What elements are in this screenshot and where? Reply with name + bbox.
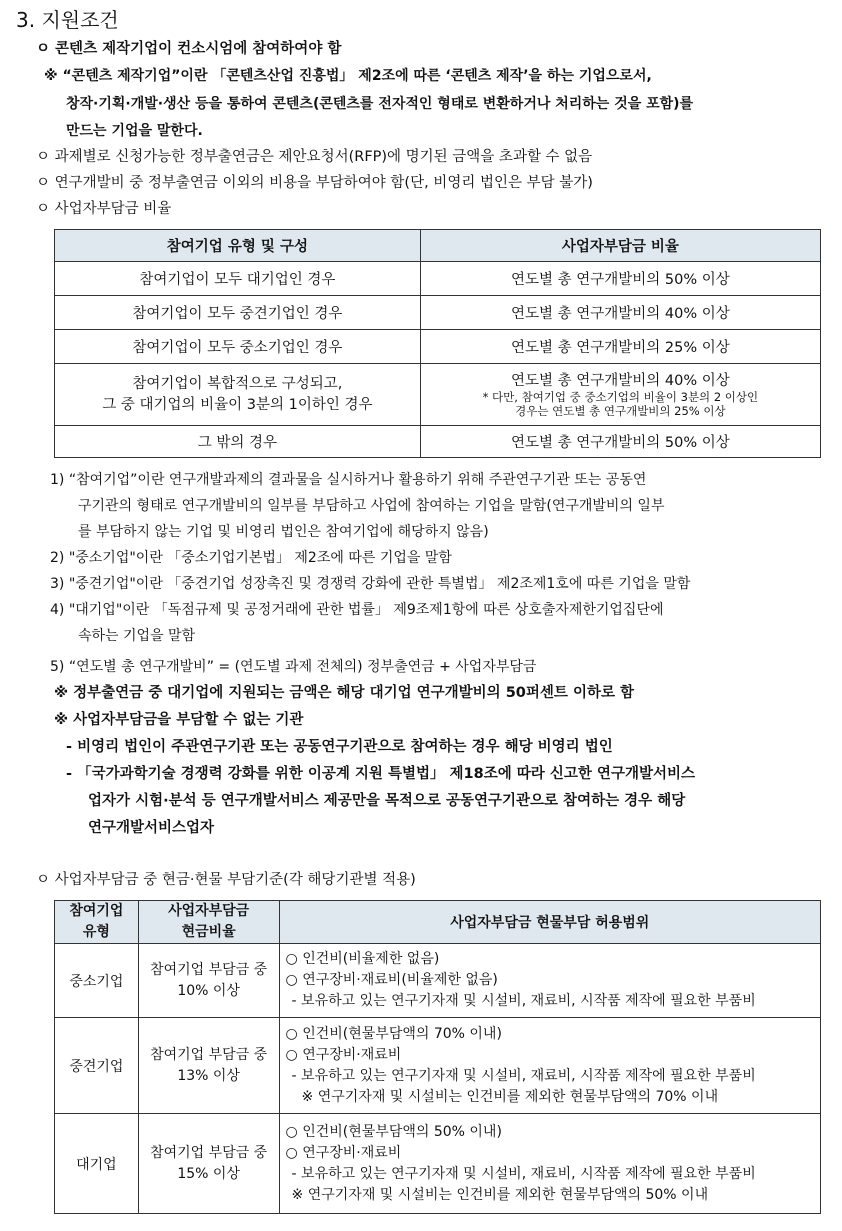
cell-inkind-range [279,1018,820,1114]
table-row [55,944,821,1018]
cell-cash-ratio [138,1018,279,1114]
note-content-company-3: 만드는 기업을 말한다. [66,123,203,139]
cell-footnote: 경우는 연도별 총 연구개발비의 25% 이상 [515,403,726,418]
table-row [55,1114,821,1214]
header-text: 유형 [82,924,110,940]
cell-text: 참여기업 부담금 중 [150,1046,268,1063]
bold-note-large-company: ※ 정부출연금 중 대기업에 지원되는 금액은 해당 대기업 연구개발비의 50퍼센트 이하로 함 [54,685,635,701]
header-text: 사업자부담금 [168,903,250,919]
header-share-ratio: 사업자부담금 비율 [420,230,820,262]
cash-inkind-table [54,900,821,1214]
cell-type: 참여기업이 모두 중소기업인 경우 [55,330,421,364]
share-ratio-table [54,229,821,458]
cell-cash-ratio [138,944,279,1018]
cell-text: ○ 인건비(현물부담액의 50% 이내) [285,1123,502,1140]
cell-cash-ratio [138,1114,279,1214]
cell-text: 그 중 대기업의 비율이 3분의 1이하인 경우 [102,396,373,413]
header-type [55,901,139,944]
cell-type: 중소기업 [55,944,139,1018]
table-row [55,330,821,364]
condition-cost-share: ㅇ 연구개발비 중 정부출연금 이외의 비용을 부담하여야 함(단, 비영리 법인은 부담 불가) [36,175,593,191]
table-row [55,296,821,330]
cell-ratio: 연도별 총 연구개발비의 50% 이상 [420,426,820,458]
cell-type: 중견기업 [55,1018,139,1114]
bold-note-service-2: 업자가 시험·분석 등 연구개발서비스 제공만을 목적으로 공동연구기관으로 참여하는 경우 해당 [88,793,686,809]
cell-ratio [420,364,820,426]
cell-text: ○ 연구장비·재료비 [285,1144,402,1161]
header-company-type: 참여기업 유형 및 구성 [55,230,421,262]
cell-text: 참여기업 부담금 중 [150,1144,268,1161]
table-row [55,426,821,458]
note-1-line-3: 를 부담하지 않는 기업 및 비영리 법인은 참여기업에 해당하지 않음) [78,524,489,540]
cell-text: ○ 연구장비·재료비 [285,1046,402,1063]
note-content-company-1: ※ “콘텐츠 제작기업”이란 「콘텐츠산업 진흥법」 제2조에 따른 ‘콘텐츠 제작’을 하는 기업으로서, [44,68,652,84]
condition-share-ratio: ㅇ 사업자부담금 비율 [36,201,172,217]
table-row [55,364,821,426]
condition-consortium: ㅇ 콘텐츠 제작기업이 컨소시엄에 참여하여야 함 [36,41,342,57]
note-5: 5) “연도별 총 연구개발비” = (연도별 과제 전체의) 정부출연금 + 사업자부담금 [50,659,537,675]
cell-text: 연도별 총 연구개발비의 40% 이상 [511,372,730,389]
cell-inkind-range [279,1114,820,1214]
cell-inkind-range [279,944,820,1018]
note-4-line-2: 속하는 기업을 말함 [78,628,196,644]
note-content-company-2: 창작·기획·개발·생산 등을 통하여 콘텐츠(콘텐츠를 전자적인 형태로 변환하거나 처리하는 것을 포함)를 [66,96,694,112]
cell-type [55,364,421,426]
cell-text: ○ 연구장비·재료비(비율제한 없음) [285,972,498,988]
cell-ratio: 연도별 총 연구개발비의 50% 이상 [420,262,820,296]
note-1-line-2: 구기관의 형태로 연구개발비의 일부를 부담하고 사업에 참여하는 기업을 말함(연구개발비의 일부 [78,498,665,514]
cell-text: - 보유하고 있는 연구기자재 및 시설비, 재료비, 시작품 제작에 필요한 부품비 [291,993,756,1009]
header-inkind-range: 사업자부담금 현물부담 허용범위 [279,901,820,944]
cell-text: ※ 연구기자재 및 시설비는 인건비를 제외한 현물부담액의 50% 이내 [291,1186,709,1203]
cell-text: 참여기업이 복합적으로 구성되고, [132,375,343,392]
cell-text: ○ 인건비(비율제한 없음) [285,951,440,967]
header-cash-ratio [138,901,279,944]
cell-text: ※ 연구기자재 및 시설비는 인건비를 제외한 현물부담액의 70% 이내 [301,1088,719,1105]
header-text: 참여기업 [69,903,124,919]
cell-text: 참여기업 부담금 중 [150,961,268,978]
cell-ratio: 연도별 총 연구개발비의 25% 이상 [420,330,820,364]
header-text: 현금비율 [181,924,236,940]
cell-type: 참여기업이 모두 대기업인 경우 [55,262,421,296]
cell-type: 그 밖의 경우 [55,426,421,458]
table-row [55,1018,821,1114]
bold-note-service-1: - 「국가과학기술 경쟁력 강화를 위한 이공계 지원 특별법」 제18조에 따라 신고한 연구개발서비스 [66,766,695,782]
cell-type: 대기업 [55,1114,139,1214]
cell-footnote: * 다만, 참여기업 중 중소기업의 비율이 3분의 2 이상인 [482,389,759,404]
cell-text: ○ 인건비(현물부담액의 70% 이내) [285,1025,502,1042]
section-title: 3. 지원조건 [16,8,119,32]
cell-text: - 보유하고 있는 연구기자재 및 시설비, 재료비, 시작품 제작에 필요한 부품비 [291,1067,756,1084]
bold-note-nonprofit: - 비영리 법인이 주관연구기관 또는 공동연구기관으로 참여하는 경우 해당 비영리 법인 [66,739,613,755]
condition-cash-inkind: ㅇ 사업자부담금 중 현금·현물 부담기준(각 해당기관별 적용) [36,872,416,888]
bold-note-service-3: 연구개발서비스업자 [88,820,215,836]
note-2: 2) "중소기업"이란 「중소기업기본법」 제2조에 따른 기업을 말함 [50,550,452,566]
cell-text: 15% 이상 [177,1165,240,1182]
cell-text: 13% 이상 [177,1067,240,1084]
note-4-line-1: 4) "대기업"이란 「독점규제 및 공정거래에 관한 법률」 제9조제1항에 따른 상호출자제한기업집단에 [50,602,664,618]
note-3: 3) "중견기업"이란 「중견기업 성장촉진 및 경쟁력 강화에 관한 특별법」 제2조제1호에 따른 기업을 말함 [50,576,691,592]
bold-note-exempt: ※ 사업자부담금을 부담할 수 없는 기관 [54,712,304,728]
cell-type: 참여기업이 모두 중견기업인 경우 [55,296,421,330]
note-1-line-1: 1) “참여기업”이란 연구개발과제의 결과물을 실시하거나 활용하기 위해 주관연구기관 또는 공동연 [50,472,647,488]
table-row [55,262,821,296]
cell-text: 10% 이상 [177,982,240,999]
cell-ratio: 연도별 총 연구개발비의 40% 이상 [420,296,820,330]
cell-text: - 보유하고 있는 연구기자재 및 시설비, 재료비, 시작품 제작에 필요한 부품비 [291,1165,756,1182]
condition-grant-limit: ㅇ 과제별로 신청가능한 정부출연금은 제안요청서(RFP)에 명기된 금액을 초과할 수 없음 [36,149,593,165]
